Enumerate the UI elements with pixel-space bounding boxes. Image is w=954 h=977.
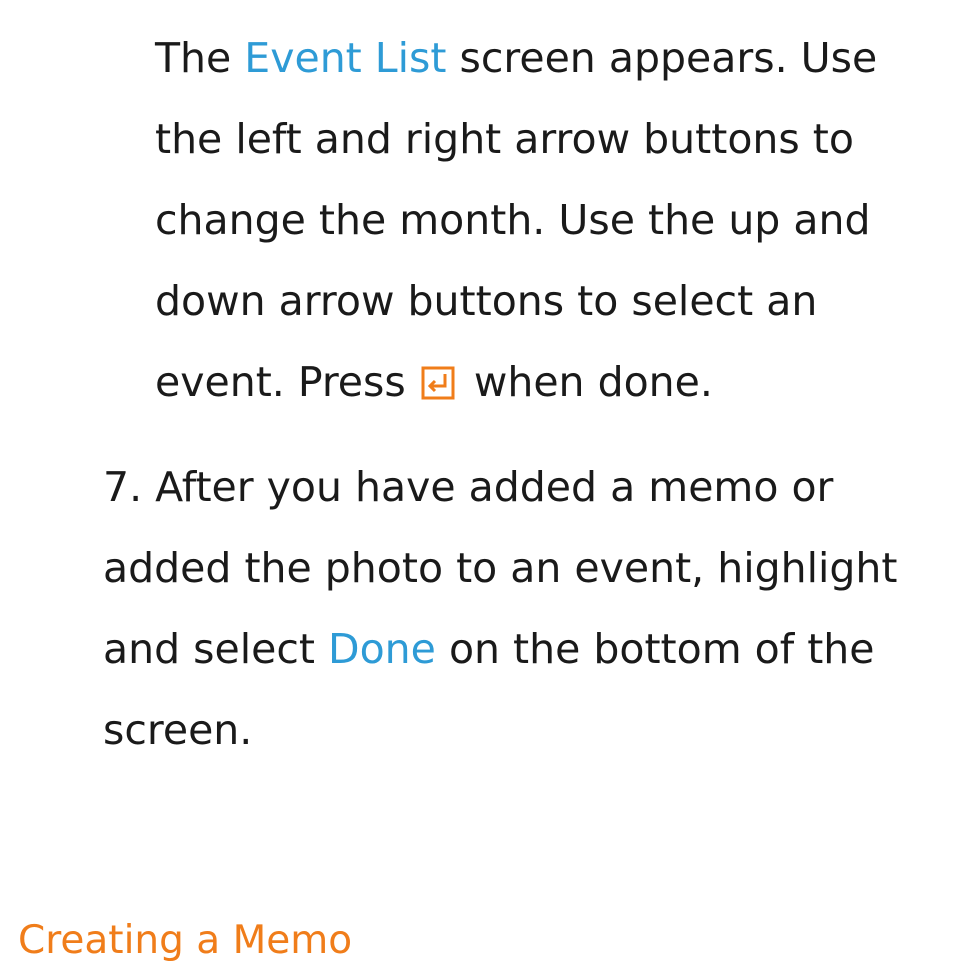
enter-key-icon [421,366,455,400]
done-term: Done [328,625,436,673]
step7-line-3 [103,624,875,674]
step7-line-4: screen. [103,706,253,754]
text-segment: screen appears. Use [446,34,878,82]
step6-line-3: change the month. Use the up and [155,196,871,244]
step6-line-5 [155,357,713,407]
text-segment: when done. [460,358,713,406]
text-segment: on the bottom of the [435,625,875,673]
section-heading: Creating a Memo [18,918,353,963]
step7-line-2: added the photo to an event, highlight [103,544,898,592]
text-segment: event. Press [155,358,419,406]
step7-line-1: 7. After you have added a memo or [103,463,834,511]
text-segment: The [155,34,245,82]
step6-line-4: down arrow buttons to select an [155,277,818,325]
step6-line-2: the left and right arrow buttons to [155,115,854,163]
event-list-term: Event List [244,34,447,82]
text-segment: and select [103,625,329,673]
step6-line-1 [155,33,877,83]
